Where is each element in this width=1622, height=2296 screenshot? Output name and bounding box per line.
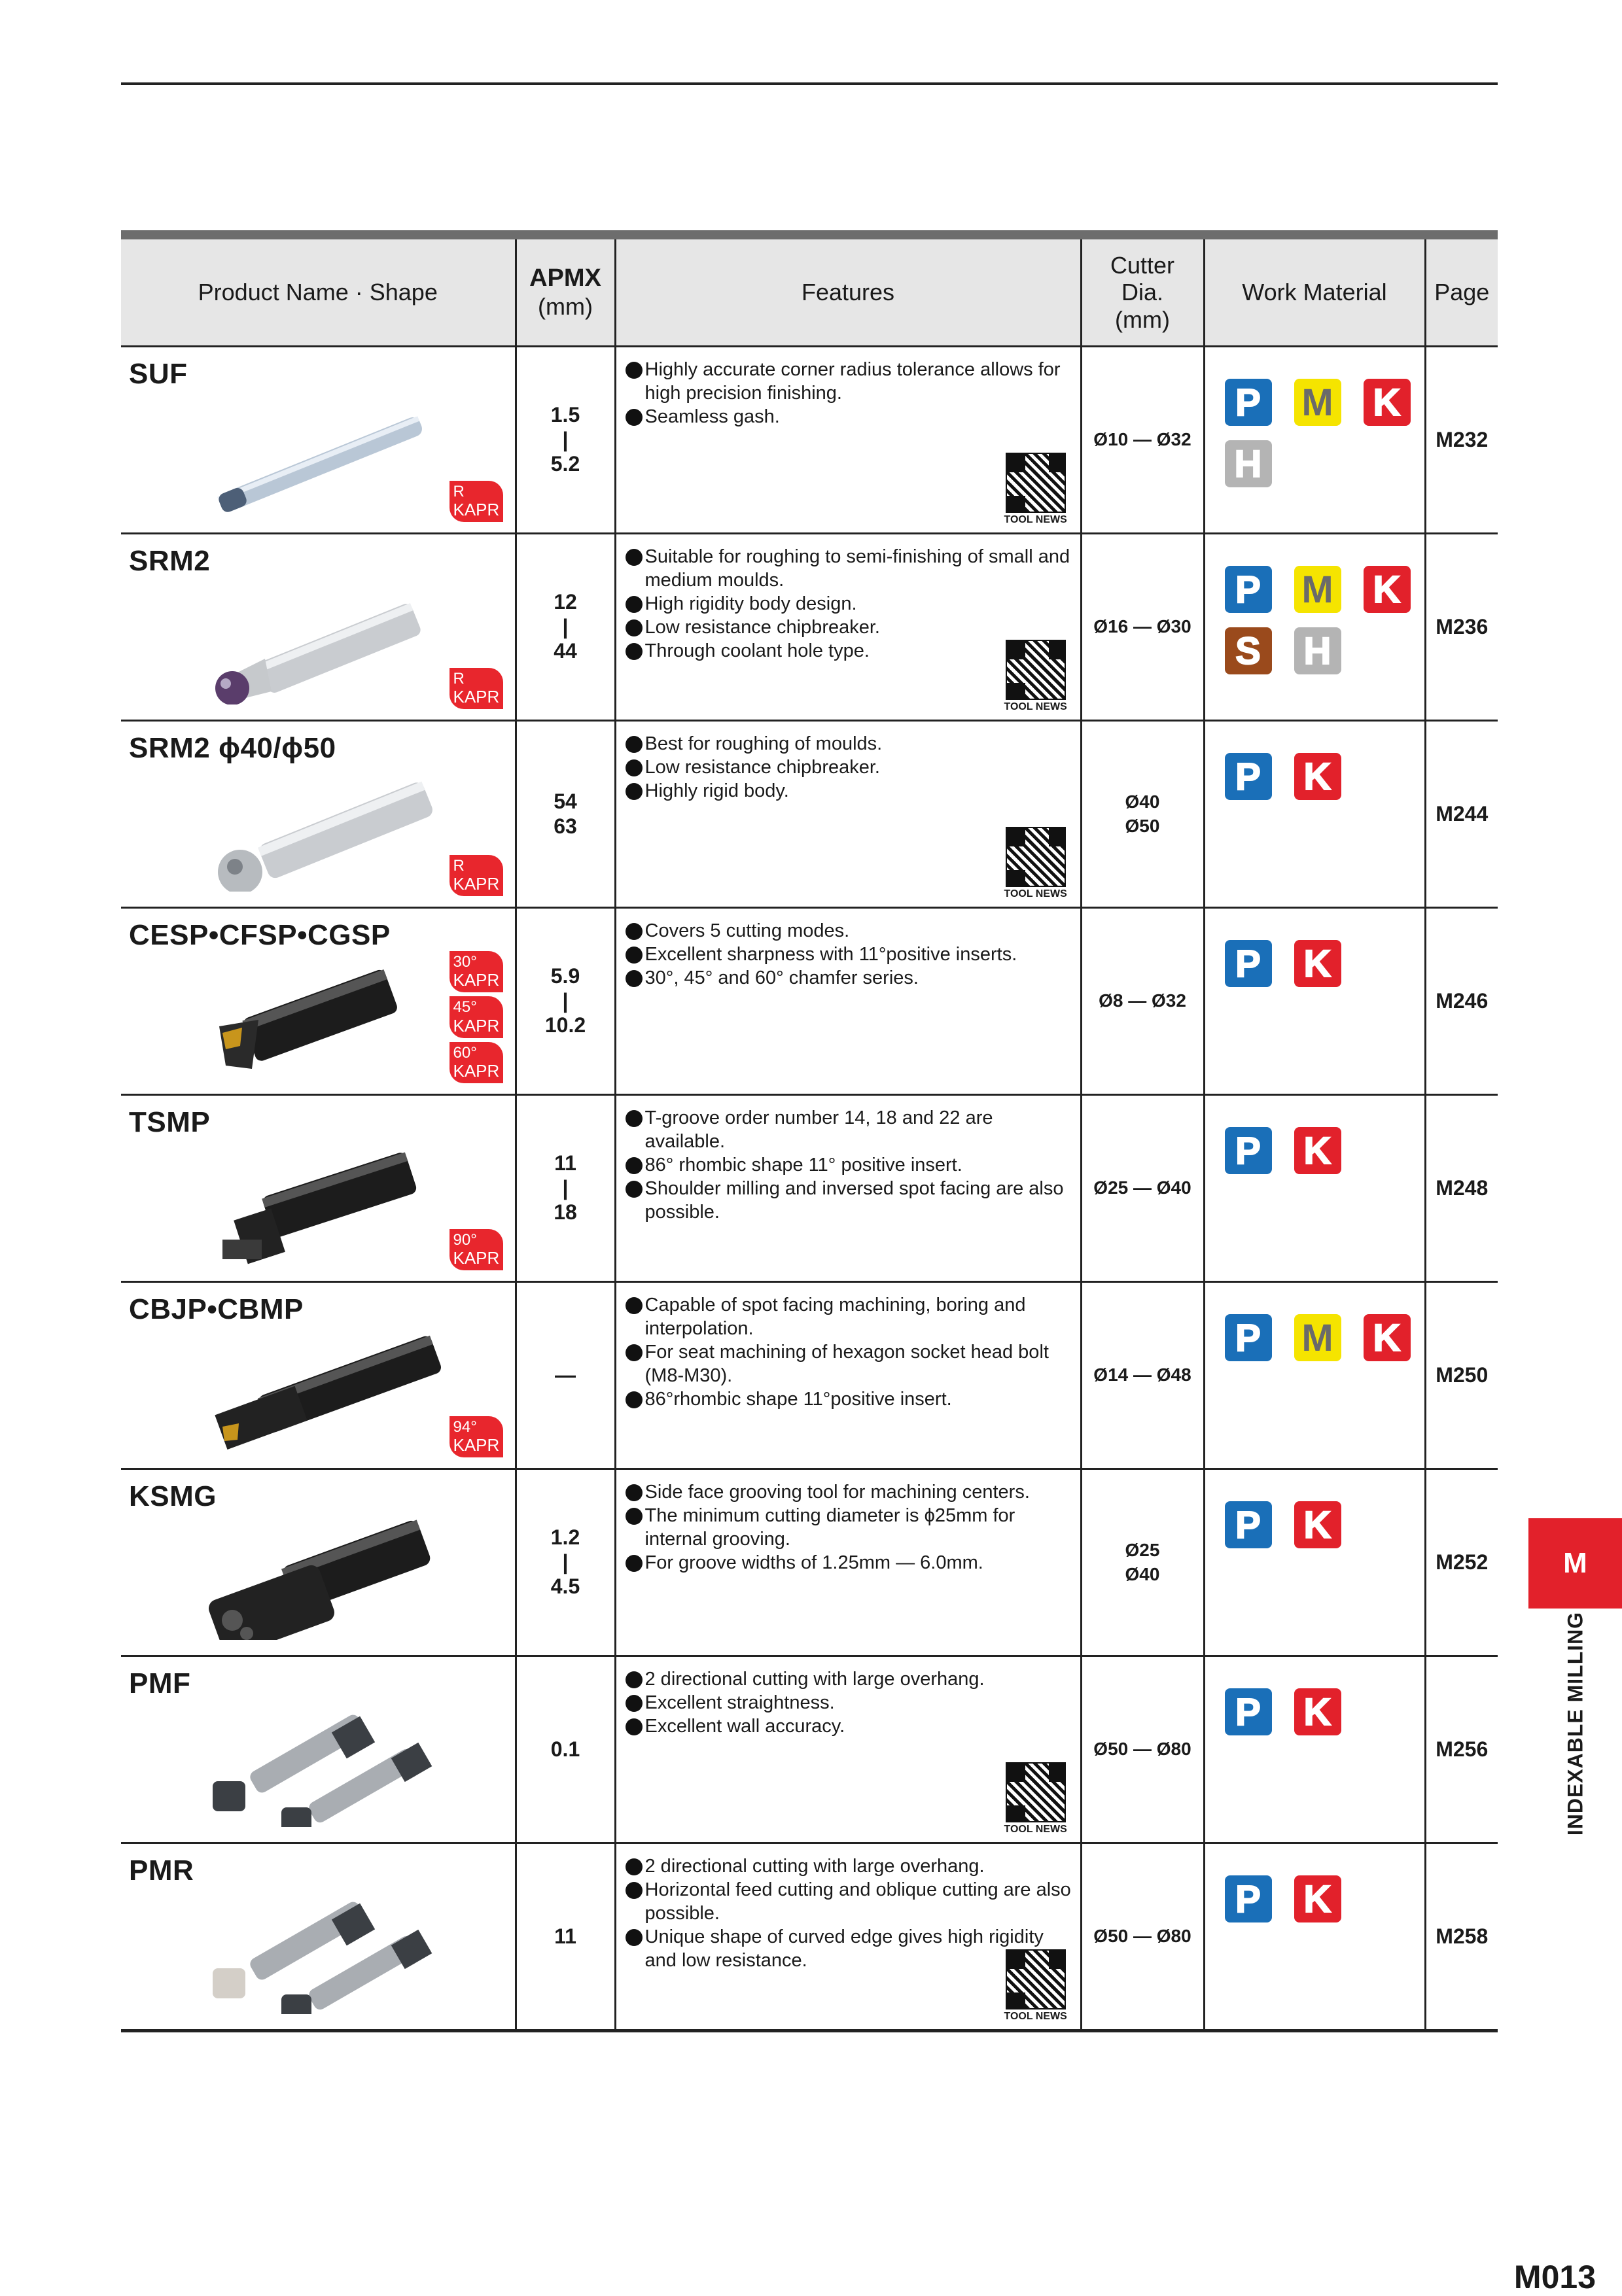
back-boring-cutter-icon: [186, 1329, 461, 1453]
page-ref[interactable]: M244: [1425, 721, 1498, 908]
large-ball-end-mill-icon: [186, 767, 461, 892]
table-row: [121, 908, 1498, 1095]
feature-item: Side face grooving tool for machining centers.: [626, 1480, 1075, 1504]
material-badge-p: P: [1225, 1688, 1272, 1735]
features-cell: [615, 1469, 1081, 1656]
kapr-group: [450, 668, 503, 709]
material-badge-p: P: [1225, 1501, 1272, 1548]
features-cell: [615, 721, 1081, 908]
material-badge-m: M: [1294, 379, 1341, 426]
work-material-cell: [1204, 534, 1425, 721]
apmx-value: 63: [554, 814, 577, 838]
cutter-dia-cell: [1081, 1469, 1204, 1656]
apmx-value: 0.1: [550, 1737, 580, 1761]
feature-item: Excellent sharpness with 11°positive inserts.: [626, 943, 1075, 966]
qr-code[interactable]: [1004, 1762, 1067, 1835]
feature-list: [616, 1657, 1080, 1738]
cutter-dia-cell: [1081, 534, 1204, 721]
material-badge-k: K: [1294, 940, 1341, 987]
kapr-badge: 90° KAPR: [450, 1229, 503, 1270]
table-row: [121, 1656, 1498, 1843]
product-cell: [121, 908, 516, 1095]
qr-code[interactable]: [1004, 453, 1067, 526]
qr-code-icon: [1006, 1762, 1066, 1822]
apmx-value: 10.2: [544, 1013, 586, 1037]
feature-item: T-groove order number 14, 18 and 22 are available.: [626, 1106, 1075, 1153]
product-name: TSMP: [129, 1106, 211, 1138]
page-ref[interactable]: M252: [1425, 1469, 1498, 1656]
material-badge-p: P: [1225, 940, 1272, 987]
material-badge-m: M: [1294, 566, 1341, 613]
feature-item: Seamless gash.: [626, 405, 1075, 428]
apmx-value: —: [555, 1363, 576, 1387]
table-row: [121, 1282, 1498, 1469]
kapr-group: [450, 855, 503, 896]
product-cell: [121, 721, 516, 908]
apmx-value: |: [562, 988, 569, 1013]
feature-item: Highly accurate corner radius tolerance allows for high precision finishing.: [626, 358, 1075, 405]
page-ref[interactable]: M236: [1425, 534, 1498, 721]
ball-end-mill-icon: [186, 580, 461, 704]
header-features: Features: [615, 235, 1081, 347]
qr-label: TOOL NEWS: [1004, 888, 1067, 899]
cutter-dia-value: Ø40: [1125, 1563, 1160, 1584]
feature-item: Shoulder milling and inversed spot facing are also possible.: [626, 1177, 1075, 1224]
apmx-value: 18: [554, 1200, 577, 1225]
kapr-badge: R KAPR: [450, 668, 503, 709]
work-material-cell: [1204, 347, 1425, 534]
header-page: Page: [1425, 235, 1498, 347]
face-mill-arbor-icon: [186, 1703, 461, 1827]
apmx-cell: [516, 534, 615, 721]
material-badge-p: P: [1225, 379, 1272, 426]
cutter-dia-value: Ø8 — Ø32: [1099, 990, 1186, 1011]
apmx-value: 11: [554, 1151, 576, 1175]
feature-item: For seat machining of hexagon socket head bolt (M8-M30).: [626, 1340, 1075, 1387]
kapr-badge: R KAPR: [450, 481, 503, 522]
apmx-cell: [516, 908, 615, 1095]
features-cell: [615, 347, 1081, 534]
feature-list: [616, 1096, 1080, 1224]
page-ref[interactable]: M232: [1425, 347, 1498, 534]
apmx-value: 1.5: [550, 402, 580, 426]
feature-item: Horizontal feed cutting and oblique cutting are also possible.: [626, 1878, 1075, 1925]
feature-item: Excellent wall accuracy.: [626, 1714, 1075, 1738]
product-name: PMR: [129, 1854, 194, 1887]
apmx-value: 44: [554, 639, 577, 663]
page-ref[interactable]: M246: [1425, 908, 1498, 1095]
end-mill-icon: [186, 393, 461, 517]
apmx-value: 1.2: [550, 1525, 580, 1549]
material-badge-p: P: [1225, 566, 1272, 613]
qr-code-icon: [1006, 827, 1066, 887]
material-badge-p: P: [1225, 1127, 1272, 1174]
apmx-value: |: [562, 1175, 569, 1200]
apmx-value: |: [562, 427, 569, 451]
cutter-dia-cell: [1081, 1656, 1204, 1843]
feature-item: Best for roughing of moulds.: [626, 732, 1075, 756]
top-rule: [121, 82, 1498, 85]
chamfer-cutter-icon: [186, 954, 461, 1079]
cutter-dia-cell: [1081, 1282, 1204, 1469]
work-material-cell: [1204, 1843, 1425, 2031]
material-badge-h: H: [1225, 440, 1272, 487]
header-apmx: APMX (mm): [516, 235, 615, 347]
material-badge-m: M: [1294, 1314, 1341, 1361]
table-row: [121, 1843, 1498, 2031]
feature-item: 30°, 45° and 60° chamfer series.: [626, 966, 1075, 990]
table-row: [121, 1095, 1498, 1282]
t-slot-cutter-icon: [186, 1141, 461, 1266]
product-name: PMF: [129, 1667, 191, 1699]
product-cell: [121, 1469, 516, 1656]
header-work-material: Work Material: [1204, 235, 1425, 347]
apmx-cell: [516, 1843, 615, 2031]
page-ref[interactable]: M250: [1425, 1282, 1498, 1469]
feature-item: Suitable for roughing to semi-finishing of small and medium moulds.: [626, 545, 1075, 592]
feature-item: Through coolant hole type.: [626, 639, 1075, 663]
feature-item: Unique shape of curved edge gives high rigidity and low resistance.: [626, 1925, 1075, 1972]
material-badge-s: S: [1225, 627, 1272, 674]
features-cell: [615, 1095, 1081, 1282]
product-cell: [121, 534, 516, 721]
feature-item: The minimum cutting diameter is ϕ25mm for internal grooving.: [626, 1504, 1075, 1551]
feature-item: 86°rhombic shape 11°positive insert.: [626, 1387, 1075, 1411]
kapr-badge: 45° KAPR: [450, 996, 503, 1037]
feature-list: [616, 722, 1080, 803]
qr-label: TOOL NEWS: [1004, 701, 1067, 712]
work-material-cell: [1204, 908, 1425, 1095]
cutter-dia-cell: [1081, 908, 1204, 1095]
kapr-badge: 94° KAPR: [450, 1416, 503, 1457]
cutter-dia-value: Ø25: [1125, 1540, 1160, 1561]
cutter-dia-value: Ø50: [1125, 815, 1160, 836]
cutter-dia-cell: [1081, 347, 1204, 534]
features-cell: [615, 1843, 1081, 2031]
product-name: SUF: [129, 358, 188, 390]
work-material-cell: [1204, 1656, 1425, 1843]
features-cell: [615, 1656, 1081, 1843]
material-badge-p: P: [1225, 1314, 1272, 1361]
table-row: [121, 534, 1498, 721]
qr-code[interactable]: [1004, 640, 1067, 713]
cutter-dia-value: Ø40: [1125, 791, 1160, 812]
header-product: Product Name · Shape: [121, 235, 516, 347]
cutter-dia-value: Ø16 — Ø30: [1093, 616, 1191, 637]
material-badge-k: K: [1364, 1314, 1411, 1361]
feature-item: Excellent straightness.: [626, 1691, 1075, 1714]
qr-code-icon: [1006, 640, 1066, 700]
work-material-cell: [1204, 721, 1425, 908]
material-badge-k: K: [1294, 1127, 1341, 1174]
apmx-value: 11: [554, 1924, 576, 1948]
apmx-value: 5.2: [550, 452, 580, 476]
section-tab: M: [1528, 1518, 1622, 1609]
work-material-cell: [1204, 1095, 1425, 1282]
apmx-value: 54: [554, 789, 577, 813]
feature-item: For groove widths of 1.25mm — 6.0mm.: [626, 1551, 1075, 1574]
qr-code-icon: [1006, 1949, 1066, 2009]
product-cell: [121, 1282, 516, 1469]
material-badge-k: K: [1364, 566, 1411, 613]
features-cell: [615, 534, 1081, 721]
feature-item: 2 directional cutting with large overhang.: [626, 1854, 1075, 1878]
kapr-badge: 30° KAPR: [450, 951, 503, 992]
grooving-cutter-icon: [186, 1516, 461, 1640]
feature-item: High rigidity body design.: [626, 592, 1075, 616]
table-header-row: [121, 235, 1498, 347]
feature-list: [616, 347, 1080, 428]
cutter-dia-value: Ø25 — Ø40: [1093, 1177, 1191, 1198]
apmx-cell: [516, 347, 615, 534]
product-name: SRM2 ϕ40/ϕ50: [129, 732, 336, 764]
feature-item: Covers 5 cutting modes.: [626, 919, 1075, 943]
cutter-dia-value: Ø50 — Ø80: [1093, 1926, 1191, 1947]
material-badge-k: K: [1294, 753, 1341, 800]
qr-code-icon: [1006, 453, 1066, 513]
kapr-badge: 60° KAPR: [450, 1042, 503, 1083]
material-badge-p: P: [1225, 753, 1272, 800]
product-cell: [121, 1095, 516, 1282]
apmx-value: 12: [554, 589, 577, 614]
apmx-value: |: [562, 614, 569, 638]
apmx-cell: [516, 1469, 615, 1656]
feature-item: 2 directional cutting with large overhang.: [626, 1667, 1075, 1691]
feature-list: [616, 909, 1080, 990]
apmx-cell: [516, 721, 615, 908]
apmx-value: 4.5: [550, 1574, 580, 1599]
material-badge-k: K: [1294, 1688, 1341, 1735]
table-row: [121, 1469, 1498, 1656]
material-badge-p: P: [1225, 1875, 1272, 1922]
kapr-badge: R KAPR: [450, 855, 503, 896]
feature-item: 86° rhombic shape 11° positive insert.: [626, 1153, 1075, 1177]
feature-list: [616, 1470, 1080, 1574]
apmx-cell: [516, 1095, 615, 1282]
kapr-group: [450, 951, 503, 1083]
qr-code[interactable]: [1004, 827, 1067, 900]
page-ref[interactable]: M248: [1425, 1095, 1498, 1282]
product-name: SRM2: [129, 545, 211, 577]
cutter-dia-value: Ø14 — Ø48: [1093, 1365, 1191, 1385]
product-cell: [121, 1656, 516, 1843]
product-cell: [121, 1843, 516, 2031]
kapr-group: [450, 1229, 503, 1270]
features-cell: [615, 908, 1081, 1095]
cutter-dia-cell: [1081, 721, 1204, 908]
header-cutter-dia: Cutter Dia. (mm): [1081, 235, 1204, 347]
cutter-dia-value: Ø50 — Ø80: [1093, 1739, 1191, 1760]
face-mill-arbor-icon: [186, 1890, 461, 2014]
material-badge-h: H: [1294, 627, 1341, 674]
feature-item: Low resistance chipbreaker.: [626, 616, 1075, 639]
product-name: CESP•CFSP•CGSP: [129, 919, 391, 951]
table-row: [121, 721, 1498, 908]
page-ref[interactable]: M258: [1425, 1843, 1498, 2031]
work-material-cell: [1204, 1282, 1425, 1469]
qr-label: TOOL NEWS: [1004, 514, 1067, 525]
apmx-cell: [516, 1282, 615, 1469]
page-ref[interactable]: M256: [1425, 1656, 1498, 1843]
kapr-group: [450, 481, 503, 522]
product-name: KSMG: [129, 1480, 217, 1512]
apmx-value: 5.9: [550, 964, 580, 988]
product-name: CBJP•CBMP: [129, 1293, 304, 1325]
material-badge-k: K: [1294, 1501, 1341, 1548]
section-label: INDEXABLE MILLING: [1563, 1611, 1587, 1836]
cutter-dia-cell: [1081, 1843, 1204, 2031]
work-material-cell: [1204, 1469, 1425, 1656]
feature-item: Capable of spot facing machining, boring and interpolation.: [626, 1293, 1075, 1340]
table-row: [121, 347, 1498, 534]
page-number: M013: [1513, 2259, 1596, 2295]
material-badge-k: K: [1294, 1875, 1341, 1922]
qr-label: TOOL NEWS: [1004, 1824, 1067, 1835]
product-cell: [121, 347, 516, 534]
features-cell: [615, 1282, 1081, 1469]
feature-list: [616, 1283, 1080, 1411]
apmx-value: |: [562, 1550, 569, 1574]
feature-item: Low resistance chipbreaker.: [626, 756, 1075, 779]
cutter-dia-value: Ø10 — Ø32: [1093, 429, 1191, 450]
material-badge-k: K: [1364, 379, 1411, 426]
apmx-cell: [516, 1656, 615, 1843]
product-table: [121, 230, 1498, 2032]
kapr-group: [450, 1416, 503, 1457]
feature-item: Highly rigid body.: [626, 779, 1075, 803]
qr-code[interactable]: [1004, 1949, 1067, 2023]
cutter-dia-cell: [1081, 1095, 1204, 1282]
qr-label: TOOL NEWS: [1004, 2011, 1067, 2022]
